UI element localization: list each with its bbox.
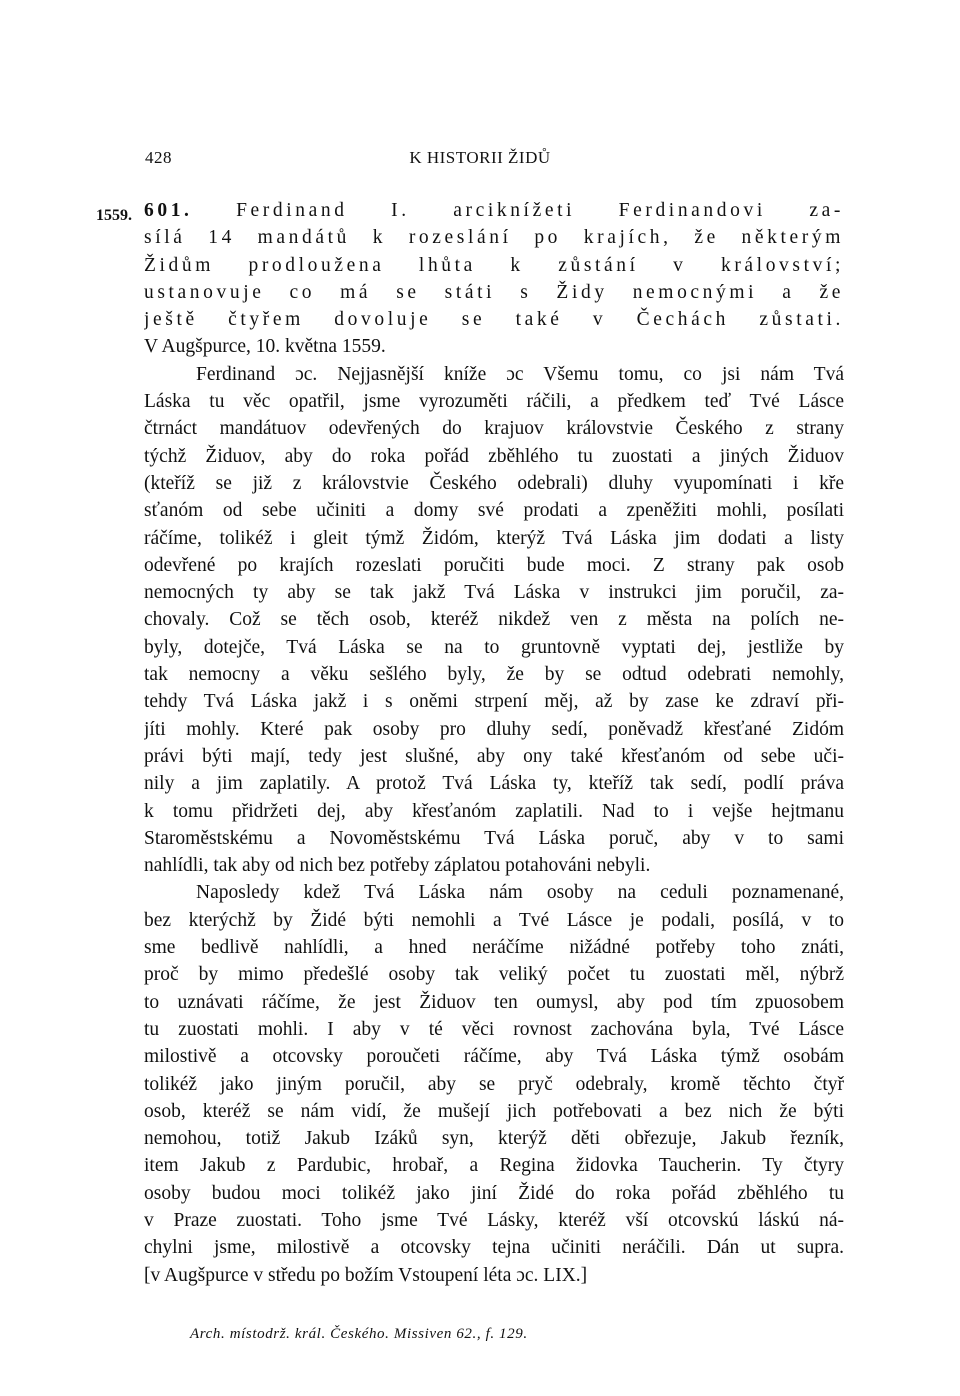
margin-year: 1559. [96,207,132,224]
text-line: sťanóm od sebe učiniti a domy své prodati a zpeněžiti mohli, posílati [144,500,844,522]
text-line: jíti mohly. Které pak osoby pro dluhy sedí, poněvadž křesťané Zidóm [144,718,844,740]
regest-line: ustanovuje co má se státi s Židy nemocnými a že [144,281,844,303]
text-line: tehdy Tvá Láska jakž i s oněmi strpení měj, až by zase ke zdraví při- [144,691,844,713]
text-line: tu zuostati mohli. I aby v té věci rovnost zachována byla, Tvé Lásce [144,1018,844,1040]
paragraph-1 [144,361,844,880]
text-line: právi býti mají, tedy jest slušné, aby ony také křesťanóm od sebe uči- [144,745,844,767]
text-line: chylni jsme, milostivě a otcovsky tejna učiniti neráčili. Dán ut supra. [144,1237,844,1259]
text-line: Naposledy kdež Tvá Láska nám osoby na ceduli poznamenané, [196,882,844,904]
text-line: nily a jim zaplatily. A protož Tvá Láska ty, kteříž tak sedí, podlí práva [144,773,844,795]
source-citation: Arch. místodrž. král. Českého. Missiven 62., f. 129. [190,1326,528,1342]
regest-line: ještě čtyřem dovoluje se také v Čechách zůstati. [144,309,844,331]
text-line: bez kterýchž by Židé býti nemohli a Tvé Lásce je podali, posílá, v to [144,909,844,931]
text-line: byly, dotejče, Tvá Láska se na to gruntovně vyptati dej, jestliže by [144,636,844,658]
document-body [144,197,844,1289]
text-line: osob, kteréž se nám vidí, že mušejí jich potřebovati a bez nich že býti [144,1100,844,1122]
running-title: K HISTORII ŽIDŮ [409,148,551,167]
place-date: V Augšpurce, 10. května 1559. [144,336,386,358]
text-line: milostivě a otcovsky poroučeti ráčíme, aby Tvá Láska týmž osobám [144,1046,844,1068]
text-line: tolikéž jako jiným poručil, aby se pryč odebraly, kromě těchto čtyř [144,1073,844,1095]
text-line: týchž Židuov, aby do roka pořád zběhlého tu zuostati a jiných Židuov [144,445,844,467]
text-line: proč by mimo předešlé osoby tak veliký počet tu zuostati měl, nýbrž [144,964,844,986]
text-line: nahlídli, tak aby od nich bez potřeby záplatou potahováni nebyli. [144,855,651,877]
text-line: sme bedlivě nahlídli, a hned neráčíme nižádné potřeby toho znáti, [144,937,844,959]
text-line: (kteříž se již z královstvie Českého odebrali) dluhy vyupomínati i kře [144,472,844,494]
text-line: nemohou, totiž Jakub Izáků syn, kterýž děti obřezuje, Jakub řezník, [144,1128,844,1150]
text-line: ráčíme, tolikéž i gleit týmž Židóm, kterýž Tvá Láska jim dodati a listy [144,527,844,549]
text-line: k tomu přidržeti dej, aby křesťanóm zaplatili. Nad to i vejše hejtmanu [144,800,844,822]
text-line: Ferdinand ɔc. Nejjasnější kníže ɔc Všemu tomu, co jsi nám Tvá [196,363,844,385]
text-line: nemocných ty aby se tak jakž Tvá Láska v instrukci jim poručil, za- [144,582,844,604]
text-line: chovaly. Což se těch osob, kteréž nikdež ven z města na polích ne- [144,609,844,631]
text-line: tak nemocny a věku sešlého byly, že by se odtud odebrati nemohly, [144,664,844,686]
page-header [0,148,960,172]
paragraph-2 [144,879,844,1288]
text-line: odevřené po krajích rozeslati poručiti bude moci. Z strany pak osob [144,554,844,576]
text-line: item Jakub z Pardubic, hrobař, a Regina židovka Taucherin. Ty čtyry [144,1155,844,1177]
page-number: 428 [145,148,172,167]
text-line: to uznávati ráčíme, že jest Židuov ten oumysl, aby pod tím zpuosobem [144,991,844,1013]
regest [144,197,844,361]
regest-line: sílá 14 mandátů k rozeslání po krajích, že některým [144,227,844,249]
text-line: čtrnáct mandátuov odevřených do krajuov královstvie Českého z strany [144,418,844,440]
text-line: Láska tu věc opatřil, jsme vyrozuměti ráčili, a předkem teď Tvé Lásce [144,391,844,413]
text-line: [v Augšpurce v středu po božím Vstoupení léta ɔc. LIX.] [144,1264,588,1286]
text-line: Staroměstskému a Novoměstskému Tvá Láska poruč, aby v to sami [144,827,844,849]
regest-line: 601. Ferdinand I. arciknížeti Ferdinandovi za- [144,200,844,221]
document-number: 601. [144,200,193,221]
text-line: v Praze zuostati. Toho jsme Tvé Lásky, kteréž vší otcovskú láskú ná- [144,1209,844,1231]
text-line: osoby budou moci tolikéž jako jiní Židé do roka pořád zběhlého tu [144,1182,844,1204]
regest-line: Židům prodloužena lhůta k zůstání v království; [144,254,844,276]
